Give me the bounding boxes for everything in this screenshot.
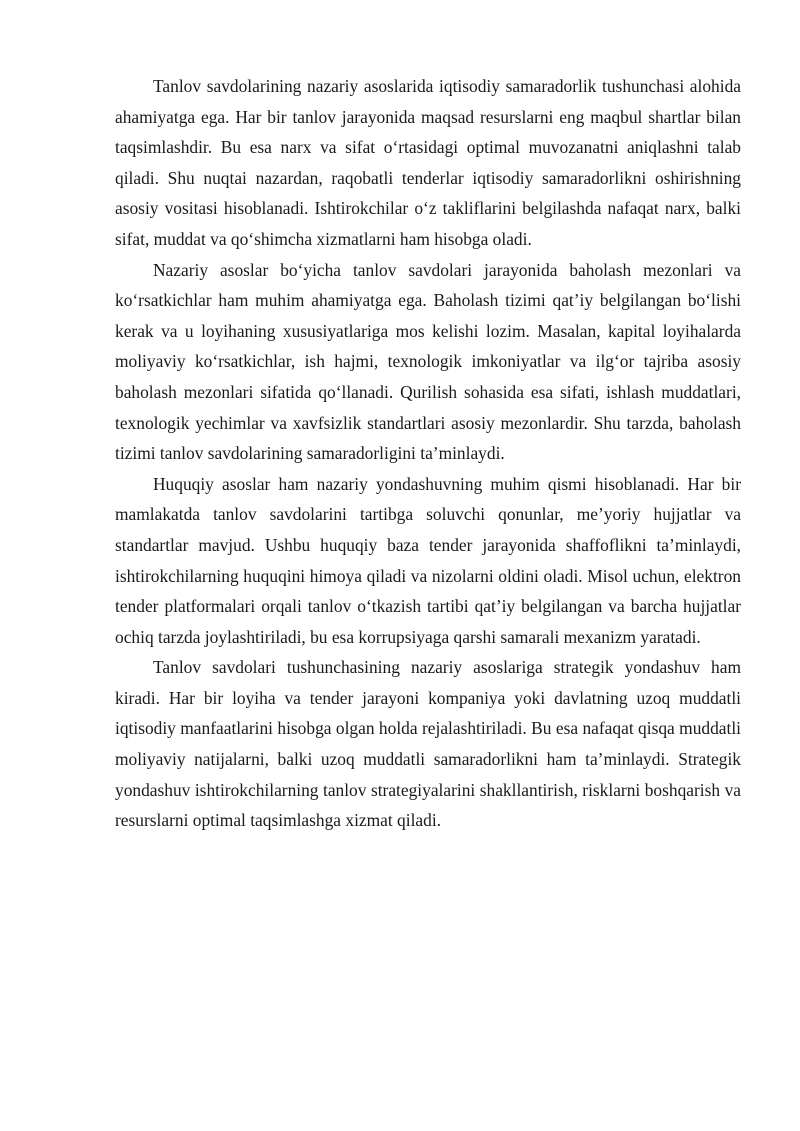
document-body xyxy=(115,71,741,836)
paragraph: Nazariy asoslar boʻyicha tanlov savdolari jarayonida baholash mezonlari va koʻrsatkichlar ham muhim ahamiyatga ega. Baholash tizimi qat’iy belgilangan boʻlishi kerak va u loyihaning xususiyatlariga mos kelishi lozim. Masalan, kapital loyihalarda moliyaviy koʻrsatkichlar, ish hajmi, texnologik imkoniyatlar va ilgʻor tajriba asosiy baholash mezonlari sifatida qoʻllanadi. Qurilish sohasida esa sifati, ishlash muddatlari, texnologik yechimlar va xavfsizlik standartlari asosiy mezonlardir. Shu tarzda, baholash tizimi tanlov savdolarining samaradorligini ta’minlaydi. xyxy=(115,259,741,464)
paragraph: Tanlov savdolari tushunchasining nazariy asoslariga strategik yondashuv ham kiradi. Har bir loyiha va tender jarayoni kompaniya yoki davlatning uzoq muddatli iqtisodiy manfaatlarini hisobga olgan holda rejalashtiriladi. Bu esa nafaqat qisqa muddatli moliyaviy natijalarni, balki uzoq muddatli samaradorlikni ham ta’minlaydi. Strategik yondashuv ishtirokchilarning tanlov strategiyalarini shakllantirish, risklarni boshqarish va resurslarni optimal taqsimlashga xizmat qiladi. xyxy=(115,657,741,831)
paragraph: Tanlov savdolarining nazariy asoslarida iqtisodiy samaradorlik tushunchasi alohida ahamiyatga ega. Har bir tanlov jarayonida maqsad resurslarni eng maqbul shartlar bilan taqsimlashdir. Bu esa narx va sifat oʻrtasidagi optimal muvozanatni aniqlashni talab qiladi. Shu nuqtai nazardan, raqobatli tenderlar iqtisodiy samaradorlikni oshirishning asosiy vositasi hisoblanadi. Ishtirokchilar oʻz takliflarini belgilashda nafaqat narx, balki sifat, muddat va qoʻshimcha xizmatlarni ham hisobga oladi. xyxy=(115,76,741,249)
paragraph: Huquqiy asoslar ham nazariy yondashuvning muhim qismi hisoblanadi. Har bir mamlakatda tanlov savdolarini tartibga soluvchi qonunlar, me’yoriy hujjatlar va standartlar mavjud. Ushbu huquqiy baza tender jarayonida shaffoflikni ta’minlaydi, ishtirokchilarning huquqini himoya qiladi va nizolarni oldini oladi. Misol uchun, elektron tender platformalari orqali tanlov oʻtkazish tartibi qat’iy belgilangan va barcha hujjatlar ochiq tarzda joylashtiriladi, bu esa korrupsiyaga qarshi samarali mexanizm yaratadi. xyxy=(115,473,741,647)
